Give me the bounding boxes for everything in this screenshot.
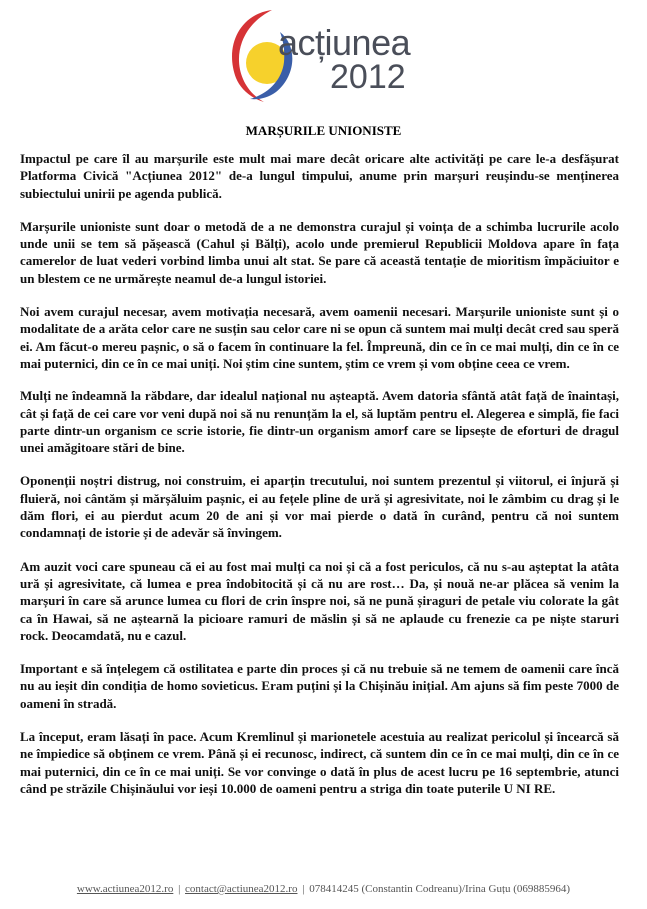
- page-footer: [0, 883, 647, 895]
- paragraph-4: Mulți ne îndeamnă la răbdare, dar idealul național nu așteaptă. Avem datoria sfântă atât față de înaintași, cât și față de cei care vor veni după noi să nu renunțăm la el, să luptăm pentru el. Alegerea e simplă, fie faci parte dintr-un organism ce scrie istorie, fie dintr-un organism amorf care se lipsește de eforturi de dragul unei amăgitoare stări de bine.: [20, 388, 619, 456]
- paragraph-1: Impactul pe care îl au marșurile este mult mai mare decât oricare alte activități pe care le-a desfășurat Platforma Civică "Acțiunea 2012" de-a lungul timpului, anume prin marșuri reușindu-se menținerea subiectului unirii pe agenda publică.: [20, 151, 619, 201]
- paragraph-7: Important e să înțelegem că ostilitatea e parte din proces și că nu trebuie să ne temem de oamenii care încă nu au ieșit din condiția de homo sovieticus. Eram puțini și la Chișinău inițial. Am ajuns să fim peste 7000 de oameni în stradă.: [20, 661, 619, 711]
- footer-separator: |: [302, 883, 305, 895]
- logo-year: 2012: [330, 58, 406, 96]
- paragraph-2: Marșurile unioniste sunt doar o metodă de a ne demonstra curajul și voința de a schimba lucrurile acolo unde unii se tem să pășească (Cahul și Bălți), acolo unde premierul Republicii Moldova apare în fața camerelor de luat vederi vorbind limba unui alt stat. Se pare că această tentație de mioritism împăciuitor e un blestem ce ne urmărește neamul de-a lungul istoriei.: [20, 218, 619, 286]
- paragraph-6: Am auzit voci care spuneau că ei au fost mai mulți ca noi și că a fost periculos, că nu s-au așteptat la atâta ură și agresivitate, că lumea e prea îndobitocită și că nu are rost… Da, și nouă ne-ar plăcea să venim la marșuri în care să arunce lumea cu flori de crin înspre noi, să ne pună șiraguri de petale viu colorate la gât ca în Hawai, să ne aștearnă la picioare ramuri de măslin și să ne aplaude cu frenezie ca pe niște staruri rock. Deocamdată, nu e cazul.: [20, 558, 619, 643]
- footer-separator: |: [178, 883, 181, 895]
- logo-word: acțiunea: [278, 22, 411, 63]
- document-title: MARȘURILE UNIONISTE: [245, 123, 402, 138]
- paragraph-5: Oponenții noștri distrug, noi construim, ei aparțin trecutului, noi suntem prezentul și viitorul, ei înjură și fluieră, noi cântăm și mărșăluim pașnic, ei au fețele pline de ură și agresivitate, noi le zâmbim cu drag și le dăm flori, ei au pierdut acum 20 de ani și vor mai pierde o dată în curând, pentru că noi suntem condamnați de istorie și de adevăr să învingem.: [20, 473, 619, 541]
- paragraph-8: La început, eram lăsați în pace. Acum Kremlinul și marionetele acestuia au realizat pericolul și încearcă să ne împiedice să obținem ce vrem. Până și ei recunosc, indirect, că suntem din ce în ce mai mulți, din ce în ce mai puternici, din ce în ce mai uniți. Se vor convinge o dată în plus de acest lucru pe 16 septembrie, atunci când pe străzile Chișinăului vor ieși 10.000 de oameni pentru a striga din toate puterile U NI RE.: [20, 729, 619, 796]
- website-link[interactable]: www.actiunea2012.ro: [76, 883, 174, 895]
- actiunea-2012-logo: [220, 6, 420, 106]
- document-body: [20, 150, 619, 813]
- email-link[interactable]: contact@actiunea2012.ro: [185, 883, 298, 895]
- paragraph-3: Noi avem curajul necesar, avem motivația necesară, avem oamenii necesari. Marșurile unioniste sunt și o modalitate de a arăta celor care ne susțin sau celor care ni se opun că suntem mai mulți decât cred sau speră ei. Am făcut-o mereu pașnic, o să o facem în continuare la fel. Împreună, din ce în ce mai mulți, din ce în ce mai puternici, din ce în ce mai uniți. Noi știm cine suntem, știm ce vrem și vom obține ceea ce vrem.: [20, 304, 619, 371]
- footer-contacts: 078414245 (Constantin Codreanu)/Irina Guțu (069885964): [309, 883, 571, 895]
